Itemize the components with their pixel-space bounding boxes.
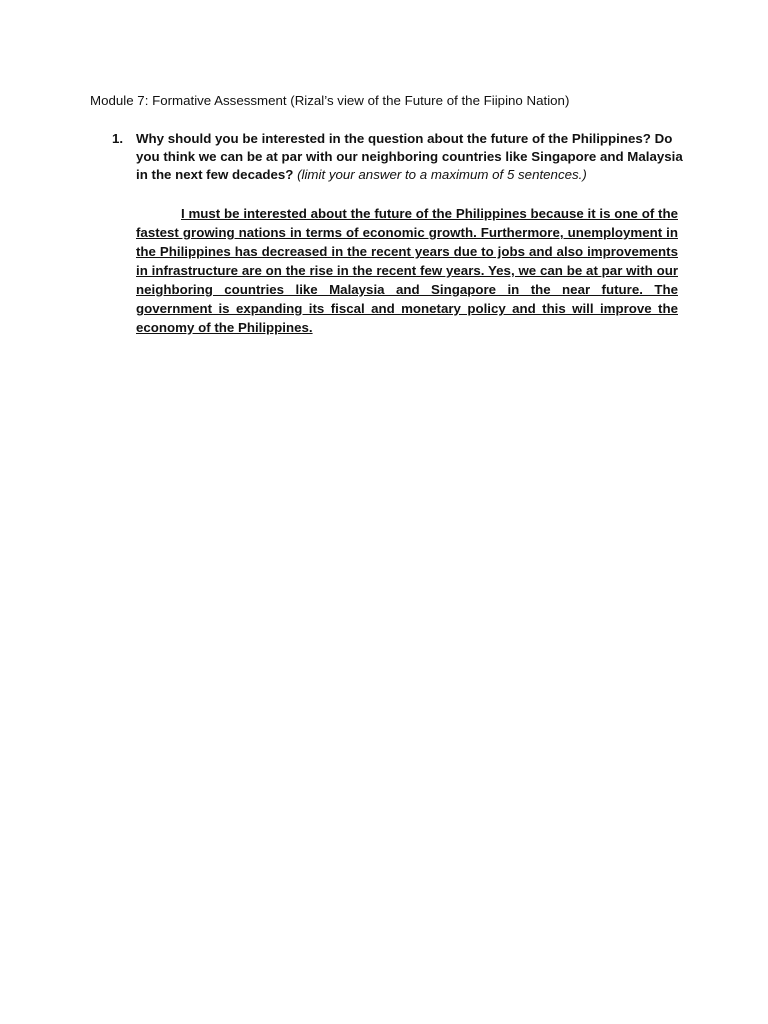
question-instruction: (limit your answer to a maximum of 5 sentences.) <box>297 167 587 182</box>
module-title: Module 7: Formative Assessment (Rizal’s view of the Future of the Fiipino Nation) <box>90 93 570 108</box>
answer-paragraph: I must be interested about the future of the Philippines because it is one of the fastest growing nations in terms of economic growth. Furthermore, unemployment in the Philippines has decreased in the recent years due to jobs and also improvements in infrastructure are on the rise in the recent few years. Yes, we can be at par with our neighboring countries like Malaysia and Singapore in the near future. The government is expanding its fiscal and monetary policy and this will improve the economy of the Philippines. <box>136 206 678 335</box>
question-number: 1. <box>112 131 124 146</box>
question-prompt-text: Why should you be interested in the question about the future of the Philippines? Do you think we can be at par with our neighboring countries like Singapore and Malaysia in the next few decades? <box>136 131 683 182</box>
question-prompt <box>136 130 684 184</box>
